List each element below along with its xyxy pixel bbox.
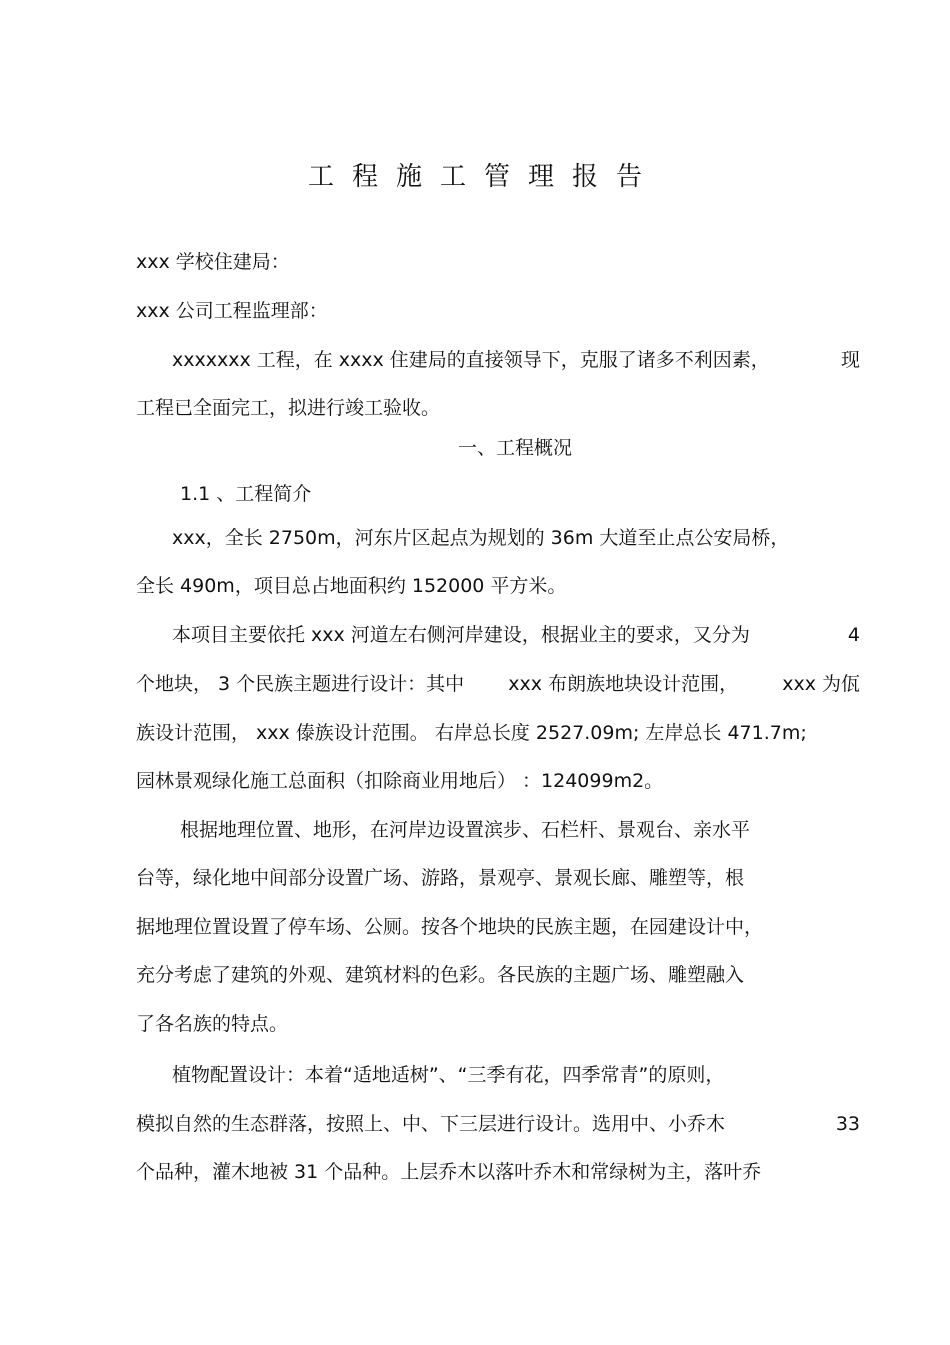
intro-line-2: 工程已全面完工，拟进行竣工验收。	[136, 397, 441, 419]
para-2-line-1	[172, 623, 860, 647]
para-2-line-1-end: 4	[847, 624, 860, 646]
para-2-line-1-text: 本项目主要依托 xxx 河道左右侧河岸建设，根据业主的要求，又分为	[172, 624, 750, 646]
para-3-line-1: 根据地理位置、地形，在河岸边设置滨步、石栏杆、景观台、亲水平	[180, 819, 751, 841]
para-2-line-2	[136, 672, 860, 696]
subsection-heading-1-1: 1.1 、工程简介	[180, 483, 312, 505]
para-4-line-2	[136, 1112, 860, 1136]
intro-line-1-end: 现	[840, 349, 860, 371]
para-3-line-3: 据地理位置设置了停车场、公厕。按各个地块的民族主题，在园建设计中，	[136, 916, 764, 938]
para-1-line-2: 全长 490m，项目总占地面积约 152000 平方米。	[136, 575, 567, 597]
para-4-line-3: 个品种，灌木地被 31 个品种。上层乔木以落叶乔木和常绿树为主，落叶乔	[136, 1161, 762, 1183]
para-3-line-2: 台等，绿化地中间部分设置广场、游路，景观亭、景观长廊、雕塑等，根	[136, 867, 745, 889]
section-heading-1: 一、工程概况	[457, 437, 572, 459]
para-2-line-2-part-a: 个地块， 3 个民族主题进行设计：其中	[136, 673, 465, 695]
para-2-line-2-part-b: xxx 布朗族地块设计范围，	[508, 673, 739, 695]
para-1-line-1: xxx，全长 2750m，河东片区起点为规划的 36m 大道至止点公安局桥，	[172, 527, 790, 549]
intro-line-1	[172, 348, 860, 372]
intro-line-1-text: xxxxxxx 工程，在 xxxx 住建局的直接领导下，克服了诸多不利因素，	[172, 349, 770, 371]
para-4-line-2-end: 33	[835, 1113, 860, 1135]
para-2-line-3: 族设计范围， xxx 傣族设计范围。 右岸总长度 2527.09m; 左岸总长 471.7m;	[136, 722, 807, 744]
para-3-line-5: 了各名族的特点。	[136, 1013, 289, 1035]
para-4-line-1: 植物配置设计：本着“适地适树”、“三季有花，四季常青”的原则，	[172, 1064, 725, 1086]
para-2-line-2-part-c: xxx 为佤	[782, 673, 860, 695]
addressee-line-1: xxx 学校住建局：	[136, 251, 290, 273]
addressee-line-2: xxx 公司工程监理部：	[136, 300, 328, 322]
para-4-line-2-text: 模拟自然的生态群落，按照上、中、下三层进行设计。选用中、小乔木	[136, 1113, 726, 1135]
document-title: 工程施工管理报告	[307, 162, 660, 192]
para-3-line-4: 充分考虑了建筑的外观、建筑材料的色彩。各民族的主题广场、雕塑融入	[136, 964, 745, 986]
para-2-line-4: 园林景观绿化施工总面积（扣除商业用地后） ：124099m2。	[136, 770, 664, 792]
